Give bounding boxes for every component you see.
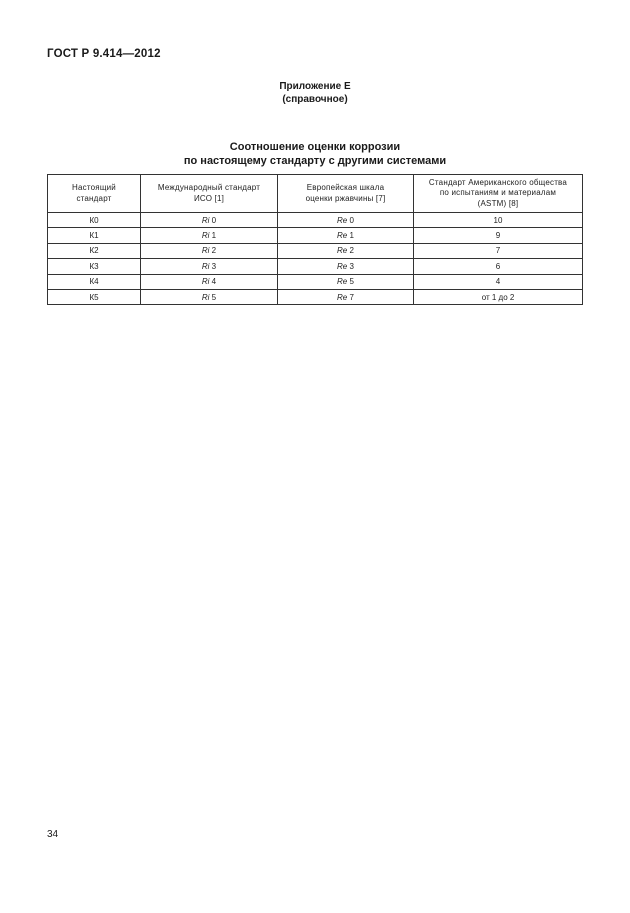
cell-astm: от 1 до 2: [414, 289, 583, 304]
corrosion-comparison-table: [47, 174, 583, 305]
iso-symbol: Ri: [201, 215, 210, 225]
cell-k: К0: [48, 213, 141, 228]
header-line: ИСО [1]: [193, 193, 225, 203]
eu-value: 0: [349, 215, 354, 225]
cell-astm: 9: [414, 228, 583, 243]
header-european-scale: [278, 175, 414, 213]
header-line: стандарт: [76, 193, 112, 203]
cell-eu: [278, 213, 414, 228]
eu-value: 2: [349, 246, 354, 256]
cell-eu: [278, 228, 414, 243]
appendix-heading: [0, 80, 630, 106]
header-line: Европейская шкала: [306, 183, 385, 192]
header-astm-standard: [414, 175, 583, 213]
iso-symbol: Ri: [201, 246, 210, 256]
table-row: [48, 259, 583, 274]
cell-k: К1: [48, 228, 141, 243]
cell-iso: [141, 243, 278, 258]
eu-symbol: Re: [337, 277, 348, 287]
eu-symbol: Re: [337, 261, 348, 271]
table-row: [48, 228, 583, 243]
eu-symbol: Re: [337, 292, 348, 302]
eu-symbol: Re: [337, 215, 348, 225]
table-title: [0, 140, 630, 168]
header-line: оценки ржавчины [7]: [305, 193, 386, 203]
header-national-standard: [48, 175, 141, 213]
header-line: по испытаниям и материалам: [439, 188, 557, 198]
eu-symbol: Re: [337, 246, 348, 256]
iso-symbol: Ri: [201, 292, 210, 302]
cell-k: К4: [48, 274, 141, 289]
appendix-subtitle: (справочное): [282, 94, 348, 105]
iso-value: 4: [211, 277, 217, 287]
header-line: Международный стандарт: [157, 183, 261, 192]
cell-eu: [278, 289, 414, 304]
header-line: Стандарт Американского общества: [428, 177, 568, 187]
header-line: Настоящий: [72, 183, 116, 192]
table-row: [48, 289, 583, 304]
cell-iso: [141, 289, 278, 304]
header-iso-standard: [141, 175, 278, 213]
cell-k: К3: [48, 259, 141, 274]
iso-symbol: Ri: [201, 231, 210, 241]
cell-astm: 4: [414, 274, 583, 289]
eu-symbol: Re: [337, 231, 348, 241]
iso-value: 0: [211, 215, 217, 225]
iso-value: 5: [211, 292, 217, 302]
table-title-line-2: по настоящему стандарту с другими системами: [183, 155, 447, 167]
cell-iso: [141, 213, 278, 228]
iso-symbol: Ri: [201, 277, 210, 287]
cell-iso: [141, 228, 278, 243]
cell-k: К5: [48, 289, 141, 304]
document-code: ГОСТ Р 9.414—2012: [47, 48, 161, 60]
eu-value: 7: [349, 292, 354, 302]
cell-astm: 10: [414, 213, 583, 228]
header-line: (ASTM) [8]: [477, 198, 519, 208]
table-row: [48, 243, 583, 258]
table-header-row: [48, 175, 583, 213]
cell-k: К2: [48, 243, 141, 258]
eu-value: 1: [349, 231, 354, 241]
eu-value: 3: [349, 261, 354, 271]
appendix-title: Приложение Е: [279, 81, 351, 92]
iso-value: 1: [211, 231, 217, 241]
cell-eu: [278, 259, 414, 274]
table-row: [48, 213, 583, 228]
cell-iso: [141, 274, 278, 289]
table-row: [48, 274, 583, 289]
table-title-line-1: Соотношение оценки коррозии: [229, 141, 401, 153]
iso-symbol: Ri: [201, 261, 210, 271]
cell-astm: 7: [414, 243, 583, 258]
iso-value: 3: [211, 261, 217, 271]
page-number: 34: [47, 829, 59, 840]
cell-astm: 6: [414, 259, 583, 274]
cell-eu: [278, 243, 414, 258]
cell-iso: [141, 259, 278, 274]
cell-eu: [278, 274, 414, 289]
eu-value: 5: [349, 277, 354, 287]
iso-value: 2: [211, 246, 217, 256]
